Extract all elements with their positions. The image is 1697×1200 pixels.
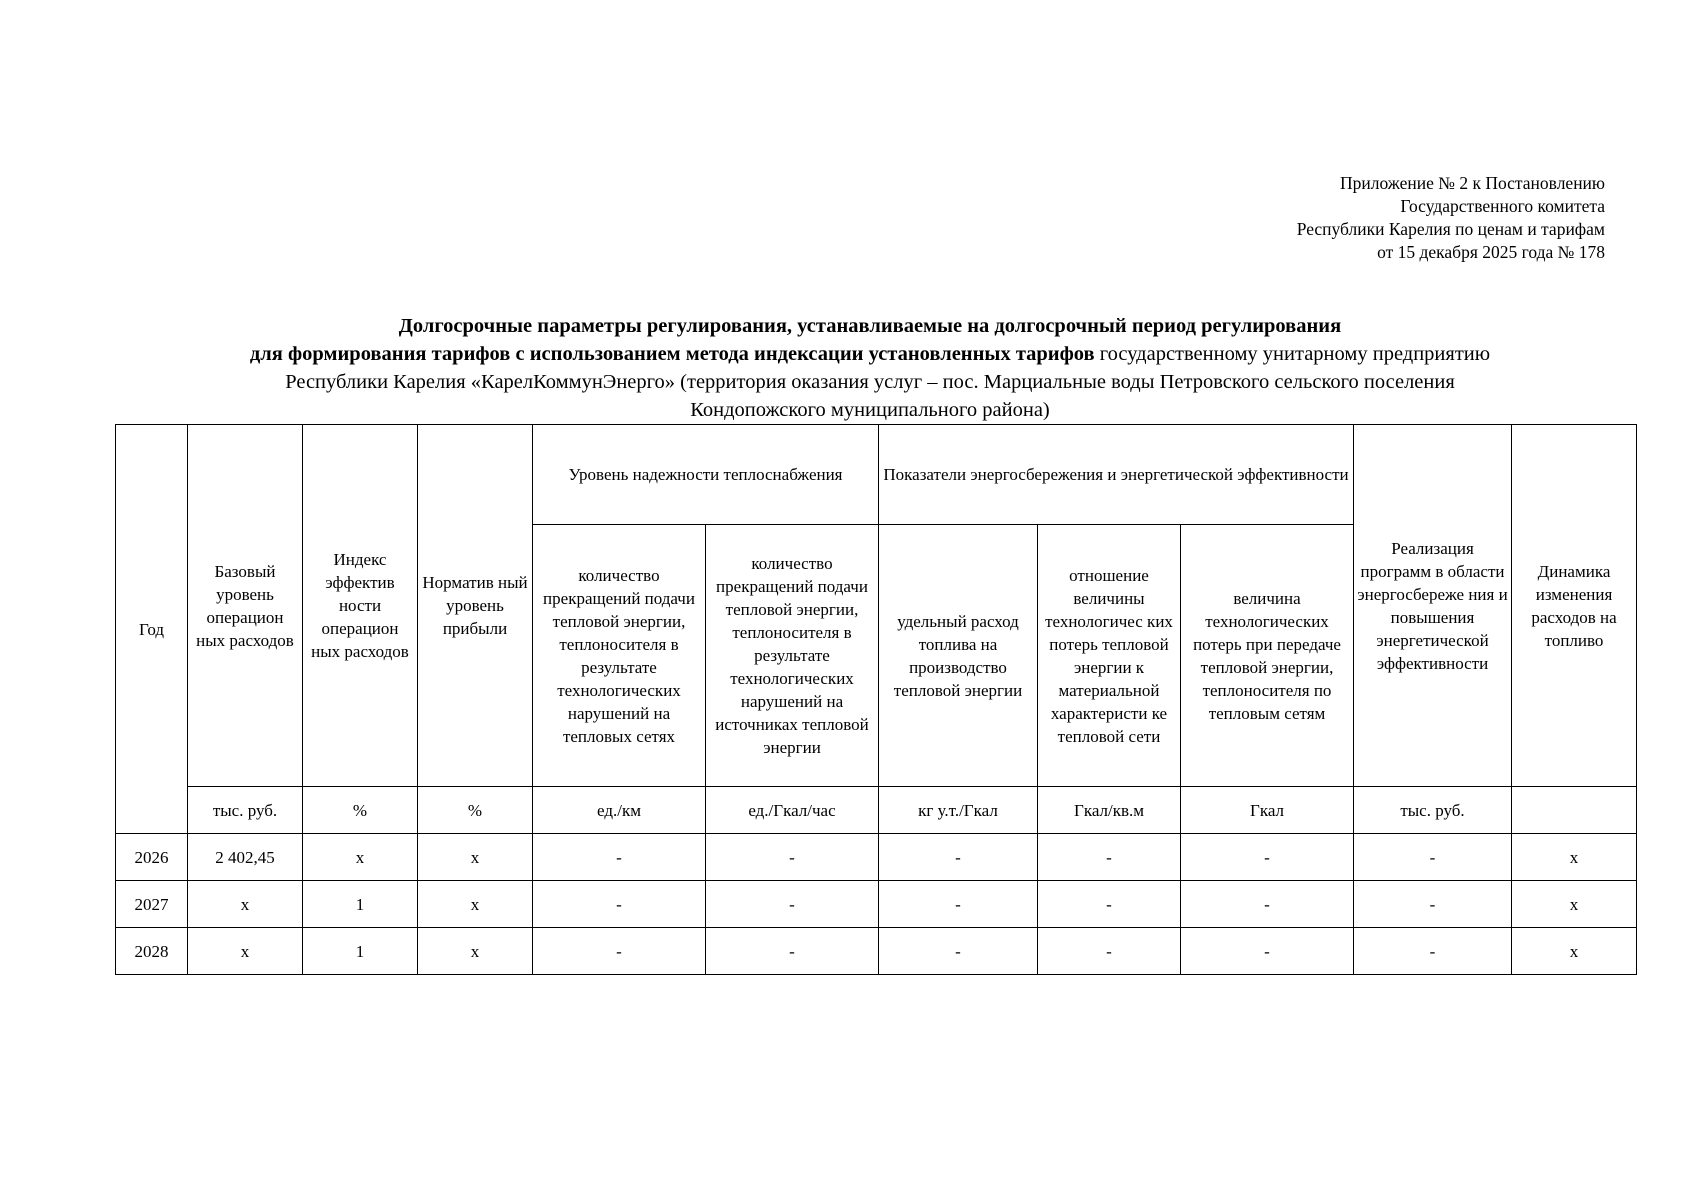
header-year: Год <box>116 425 188 834</box>
unit-cell: ед./Гкал/час <box>706 787 879 834</box>
unit-cell: Гкал <box>1181 787 1354 834</box>
header-programs: Реализация программ в области энергосбереже ния и повышения энергетической эффективности <box>1354 425 1512 787</box>
table-cell: 2028 <box>116 928 188 975</box>
table-cell: - <box>533 881 706 928</box>
header-profit-norm: Норматив ный уровень прибыли <box>418 425 533 787</box>
document-title <box>100 312 1640 424</box>
unit-cell: тыс. руб. <box>188 787 303 834</box>
table-row <box>116 834 1637 881</box>
table-cell: х <box>188 928 303 975</box>
header-fuel-dynamics: Динамика изменения расходов на топливо <box>1512 425 1637 787</box>
table-cell: - <box>1181 928 1354 975</box>
table-cell: х <box>1512 881 1637 928</box>
table-cell: - <box>1038 881 1181 928</box>
header-fuel-rate: удельный расход топлива на производство тепловой энергии <box>879 525 1038 787</box>
title-line-3: Республики Карелия «КарелКоммунЭнерго» (территория оказания услуг – пос. Марциальные воды Петровского сельского поселения <box>285 371 1455 393</box>
header-efficiency-index: Индекс эффектив ности операцион ных расходов <box>303 425 418 787</box>
title-line-2-rest: государственному унитарному предприятию <box>1094 343 1491 365</box>
appendix-line: от 15 декабря 2025 года № 178 <box>1377 242 1605 262</box>
unit-cell: % <box>418 787 533 834</box>
table-cell: х <box>418 928 533 975</box>
header-reliability-sources: количество прекращений подачи тепловой энергии, теплоносителя в результате технологических нарушений на источниках тепловой энергии <box>706 525 879 787</box>
title-line-4: Кондопожского муниципального района) <box>690 399 1050 421</box>
table-cell: - <box>706 834 879 881</box>
unit-cell: ед./км <box>533 787 706 834</box>
table-cell: - <box>533 834 706 881</box>
header-reliability-networks: количество прекращений подачи тепловой энергии, теплоносителя в результате технологических нарушений на тепловых сетях <box>533 525 706 787</box>
table-cell: - <box>879 928 1038 975</box>
units-row <box>116 787 1637 834</box>
table-cell: - <box>1354 834 1512 881</box>
appendix-line: Приложение № 2 к Постановлению <box>1339 173 1605 193</box>
table-cell: х <box>1512 928 1637 975</box>
header-energy-group: Показатели энергосбережения и энергетической эффективности <box>879 425 1354 525</box>
unit-cell: тыс. руб. <box>1354 787 1512 834</box>
table-row <box>116 928 1637 975</box>
table-cell: х <box>303 834 418 881</box>
table-cell: - <box>1181 881 1354 928</box>
header-base-level: Базовый уровень операцион ных расходов <box>188 425 303 787</box>
title-line-2-bold: для формирования тарифов с использованием метода индексации установленных тарифов <box>249 343 1095 365</box>
appendix-line: Республики Карелия по ценам и тарифам <box>1296 219 1605 239</box>
appendix-line: Государственного комитета <box>1400 196 1605 216</box>
table-cell: 1 <box>303 881 418 928</box>
table-cell: х <box>418 881 533 928</box>
table-cell: - <box>1038 928 1181 975</box>
table-cell: х <box>1512 834 1637 881</box>
title-line-1: Долгосрочные параметры регулирования, устанавливаемые на долгосрочный период регулирования <box>398 315 1342 337</box>
table-cell: - <box>706 881 879 928</box>
table-cell: х <box>418 834 533 881</box>
parameters-table <box>115 424 1637 975</box>
table-cell: - <box>1038 834 1181 881</box>
appendix-header <box>1085 172 1605 264</box>
table-cell: 2027 <box>116 881 188 928</box>
table-cell: - <box>533 928 706 975</box>
table-cell: 1 <box>303 928 418 975</box>
table-cell: 2 402,45 <box>188 834 303 881</box>
table-row <box>116 881 1637 928</box>
header-reliability-group: Уровень надежности теплоснабжения <box>533 425 879 525</box>
table-cell: 2026 <box>116 834 188 881</box>
header-loss-value: величина технологических потерь при передаче тепловой энергии, теплоносителя по тепловым сетям <box>1181 525 1354 787</box>
header-loss-ratio: отношение величины технологичес ких потерь тепловой энергии к материальной характеристи ке тепловой сети <box>1038 525 1181 787</box>
table-cell: - <box>1181 834 1354 881</box>
unit-cell: кг у.т./Гкал <box>879 787 1038 834</box>
table-cell: - <box>879 834 1038 881</box>
table-cell: - <box>706 928 879 975</box>
table-cell: х <box>188 881 303 928</box>
unit-cell <box>1512 787 1637 834</box>
table-cell: - <box>1354 928 1512 975</box>
table-cell: - <box>879 881 1038 928</box>
unit-cell: % <box>303 787 418 834</box>
unit-cell: Гкал/кв.м <box>1038 787 1181 834</box>
table-cell: - <box>1354 881 1512 928</box>
